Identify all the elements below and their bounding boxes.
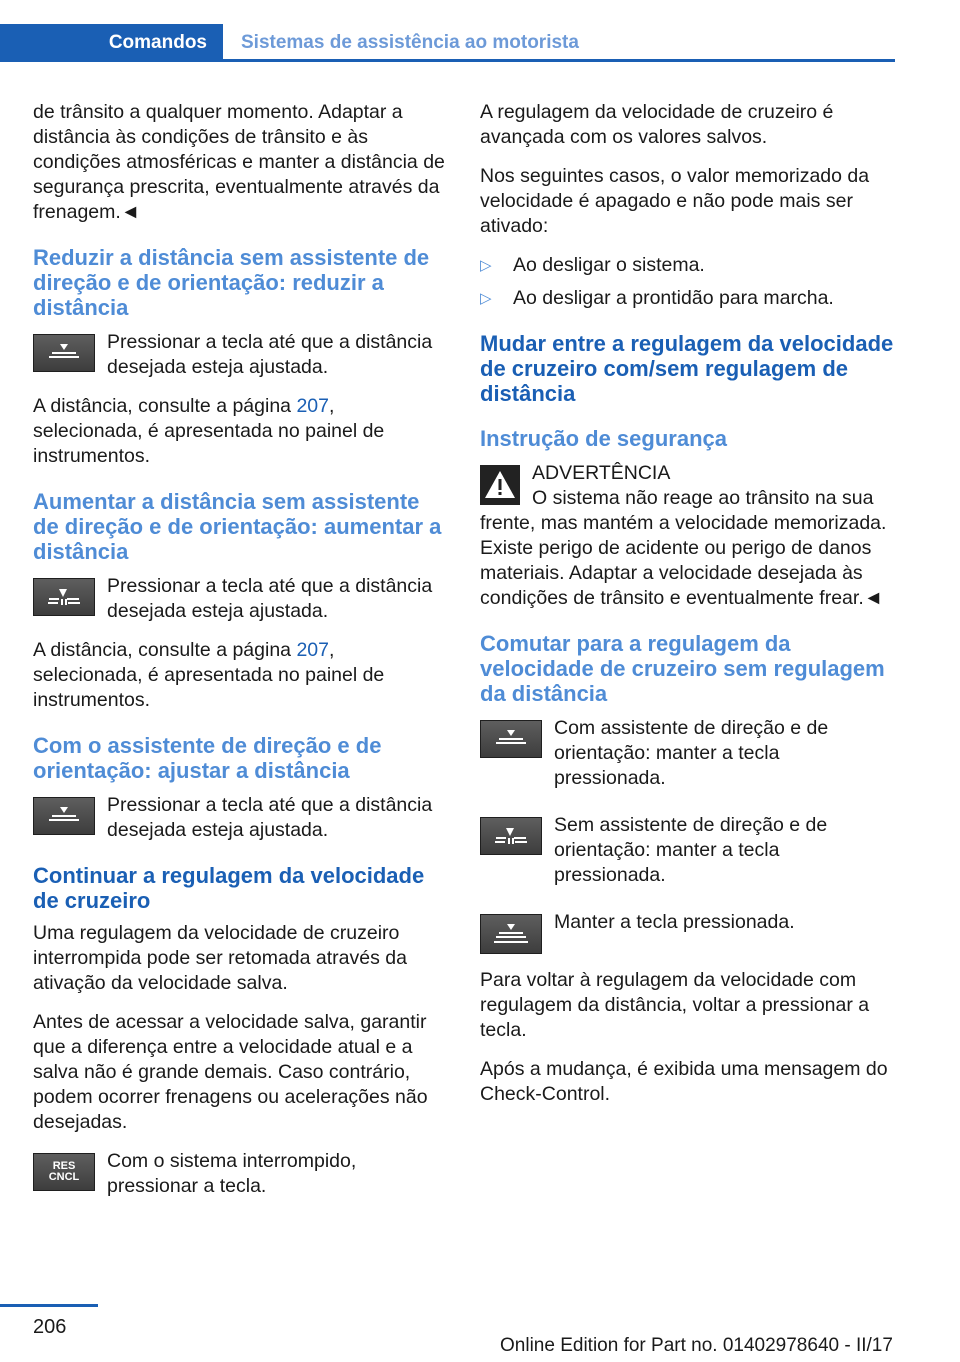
instruction-with-assistant <box>33 793 448 843</box>
heading-increase-distance: Aumentar a distância sem assistente de direção e de orientação: aumentar a distância <box>33 489 442 564</box>
warning-title: ADVERTÊNCIA <box>532 462 671 484</box>
text: , selecionada, é apresentada no painel de instrumentos. <box>33 395 385 467</box>
text: A distância, consulte a página <box>33 395 297 417</box>
distance-increase-button-icon <box>33 578 95 616</box>
res-cncl-button-icon <box>33 1153 95 1191</box>
right-column <box>480 100 895 1121</box>
page-link[interactable]: 207 <box>296 639 329 661</box>
section-tab: Comandos <box>0 24 223 62</box>
warning-block <box>480 461 895 611</box>
instruction-text: Manter a tecla pressionada. <box>554 911 795 933</box>
paragraph: Após a mudança, é exibida uma mensagem do Check-Control. <box>480 1058 888 1105</box>
paragraph: Uma regulagem da velocidade de cruzeiro interrompida pode ser retomada através da ativação da velocidade salva. <box>33 922 407 994</box>
paragraph: A regulagem da velocidade de cruzeiro é avançada com os valores salvos. <box>480 101 834 148</box>
instruction-toggle-without <box>480 813 895 888</box>
list-item <box>480 253 895 278</box>
instruction-resume <box>33 1149 448 1199</box>
cncl-label: CNCL <box>48 1171 80 1183</box>
heading-reduce-distance: Reduzir a distância sem assistente de direção e de orientação: reduzir a distância <box>33 245 430 320</box>
footer-rule <box>0 1304 98 1307</box>
instruction-text: Com assistente de direção e de orientação: manter a tecla pressionada. <box>554 717 829 789</box>
text: , selecionada, é apresentada no painel de instrumentos. <box>33 639 385 711</box>
instruction-reduce <box>33 330 448 380</box>
list-item-text: Ao desligar a prontidão para marcha. <box>513 287 834 309</box>
left-column <box>33 100 448 1213</box>
edition-note: Online Edition for Part no. 01402978640 - II/17 <box>500 1335 893 1356</box>
list-item-text: Ao desligar o sistema. <box>513 254 705 276</box>
page-header <box>0 24 895 62</box>
heading-continue-cruise: Continuar a regulagem da velocidade de cruzeiro <box>33 863 425 913</box>
text: A distância, consulte a página <box>33 639 297 661</box>
instruction-toggle-hold <box>480 910 895 954</box>
paragraph: de trânsito a qualquer momento. Adaptar a distância às condições de trânsito e às condições atmosféricas e manter a distância de segurança prescrita, eventualmente através da frenagem.◄ <box>33 101 445 223</box>
instruction-text: Sem assistente de direção e de orientação: manter a tecla pressionada. <box>554 814 828 886</box>
heading-safety: Instrução de segurança <box>480 426 727 451</box>
paragraph: Para voltar à regulagem da velocidade com regulagem da distância, voltar a pressionar a tecla. <box>480 969 870 1041</box>
instruction-text: Pressionar a tecla até que a distância desejada esteja ajustada. <box>107 575 433 622</box>
instruction-increase <box>33 574 448 624</box>
distance-button-icon <box>480 720 542 758</box>
heading-toggle-without-distance: Comutar para a regulagem da velocidade de cruzeiro sem regulagem da distância <box>480 631 885 706</box>
paragraph-page-ref <box>33 638 448 713</box>
triangle-bullet-icon: ▷ <box>480 257 492 274</box>
distance-button-icon <box>33 797 95 835</box>
distance-button-icon <box>480 914 542 954</box>
warning-triangle-icon <box>480 465 520 505</box>
res-label: RES <box>52 1160 76 1172</box>
instruction-toggle-with <box>480 716 895 791</box>
distance-reduce-button-icon <box>33 334 95 372</box>
header-rule <box>223 59 895 62</box>
instruction-text: Com o sistema interrompido, pressionar a tecla. <box>107 1150 357 1197</box>
heading-with-assistant: Com o assistente de direção e de orientação: ajustar a distância <box>33 733 382 783</box>
triangle-bullet-icon: ▷ <box>480 290 492 307</box>
paragraph: Nos seguintes casos, o valor memorizado da velocidade é apagado e não pode mais ser ativado: <box>480 165 870 237</box>
distance-increase-button-icon <box>480 817 542 855</box>
paragraph: Antes de acessar a velocidade salva, garantir que a diferença entre a velocidade atual e a salva não é grande demais. Caso contrário, podem ocorrer frenagens ou acelerações não desejadas. <box>33 1011 428 1133</box>
page-link[interactable]: 207 <box>296 395 329 417</box>
paragraph-page-ref <box>33 394 448 469</box>
list-item <box>480 286 895 311</box>
warning-text: O sistema não reage ao trânsito na sua frente, mas mantém a velocidade memorizada. Existe perigo de acidente ou perigo de danos materiais. Adaptar a velocidade desejada às condições de trânsito e eventualmente frear.◄ <box>480 487 887 609</box>
instruction-text: Pressionar a tecla até que a distância desejada esteja ajustada. <box>107 331 433 378</box>
heading-switch-regulation: Mudar entre a regulagem da velocidade de cruzeiro com/sem regulagem de distância <box>480 331 894 406</box>
page-number: 206 <box>33 1316 67 1338</box>
instruction-text: Pressionar a tecla até que a distância desejada esteja ajustada. <box>107 794 433 841</box>
subsection-tab: Sistemas de assistência ao motorista <box>241 32 579 53</box>
res-cncl-label <box>49 1161 80 1183</box>
